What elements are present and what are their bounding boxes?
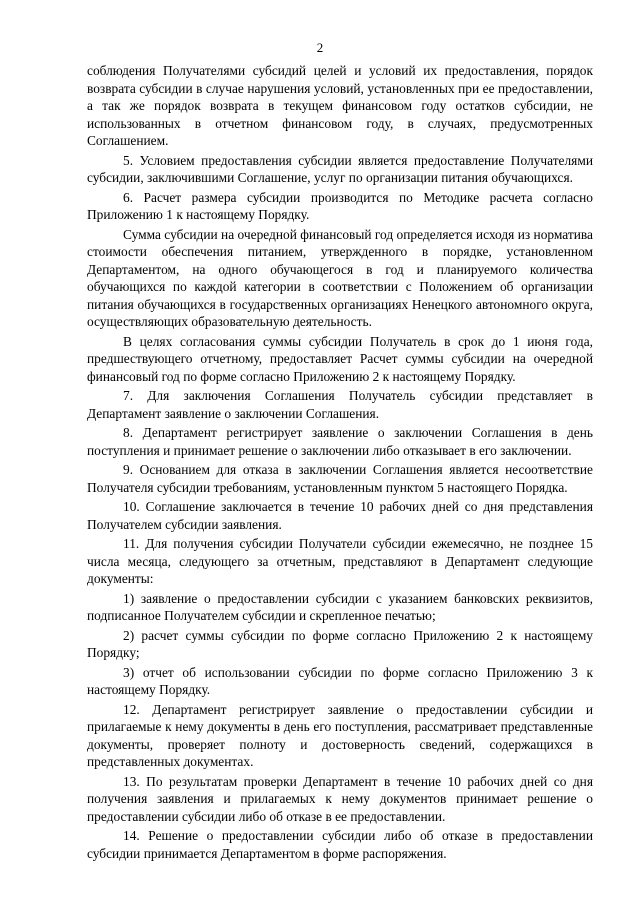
paragraph-approval: В целях согласования суммы субсидии Получатель в срок до 1 июня года, предшествующего отчетному, предоставляет Расчет суммы субсидии на очередной финансовый год по форме согласно Приложению 2 к настоящему Порядку. — [87, 333, 593, 384]
paragraph-item-10: 10. Соглашение заключается в течение 10 рабочих дней со дня представления Получателем субсидии заявления. — [87, 499, 593, 532]
paragraph-continuation: соблюдения Получателями субсидий целей и условий их предоставления, порядок возврата субсидии в случае нарушения условий, установленных при ее предоставлении, а так же порядок возврата в текущем финансовом году остатков субсидии, не использованных в отчетном финансовом году, в случаях, предусмотренных Соглашением. — [87, 63, 593, 148]
paragraph-item-12: 12. Департамент регистрирует заявление о предоставлении субсидии и прилагаемые к нему документы в день его поступления, рассматривает представленные документы, проверяет полноту и достоверность сведений, содержащихся в представленных документах. — [87, 701, 593, 769]
paragraph-item-5: 5. Условием предоставления субсидии является предоставление Получателями субсидии, заключившими Соглашение, услуг по организации питания обучающихся. — [87, 152, 593, 185]
paragraph-subsidy-amount: Сумма субсидии на очередной финансовый год определяется исходя из норматива стоимости обеспечения питанием, утвержденного в порядке, установленном Департаментом, на одного обучающегося в год и планируемого количества обучающихся по каждой категории в соответствии с Положением об организации питания обучающихся в государственных организациях Ненецкого автономного округа, осуществляющих образовательную деятельность. — [87, 226, 593, 329]
page-number: 2 — [316, 40, 324, 55]
list-item-3: 3) отчет об использовании субсидии по форме согласно Приложению 3 к настоящему Порядку. — [87, 664, 593, 697]
paragraph-item-8: 8. Департамент регистрирует заявление о заключении Соглашения в день поступления и принимает решение о заключении либо отказывает в его заключении. — [87, 425, 593, 458]
paragraph-item-6: 6. Расчет размера субсидии производится по Методике расчета согласно Приложению 1 к настоящему Порядку. — [87, 189, 593, 222]
paragraph-item-11: 11. Для получения субсидии Получатели субсидии ежемесячно, не позднее 15 числа месяца, следующего за отчетным, представляют в Департамент следующие документы: — [87, 536, 593, 586]
paragraph-item-7: 7. Для заключения Соглашения Получатель субсидии представляет в Департамент заявление о заключении Соглашения. — [87, 388, 593, 421]
document-body — [87, 62, 593, 864]
paragraph-item-13: 13. По результатам проверки Департамент в течение 10 рабочих дней со дня получения заявления и прилагаемых к нему документов принимает решение о предоставлении субсидии либо об отказе в ее предоставлении. — [87, 773, 593, 824]
paragraph-item-9: 9. Основанием для отказа в заключении Соглашения является несоответствие Получателя субсидии требованиям, установленным пунктом 5 настоящего Порядка. — [87, 462, 593, 495]
list-item-2: 2) расчет суммы субсидии по форме согласно Приложению 2 к настоящему Порядку; — [87, 627, 593, 660]
paragraph-item-14: 14. Решение о предоставлении субсидии либо об отказе в предоставлении субсидии принимается Департаментом в форме распоряжения. — [87, 828, 593, 861]
list-item-1: 1) заявление о предоставлении субсидии с указанием банковских реквизитов, подписанное Получателем субсидии и скрепленное печатью; — [87, 590, 593, 623]
